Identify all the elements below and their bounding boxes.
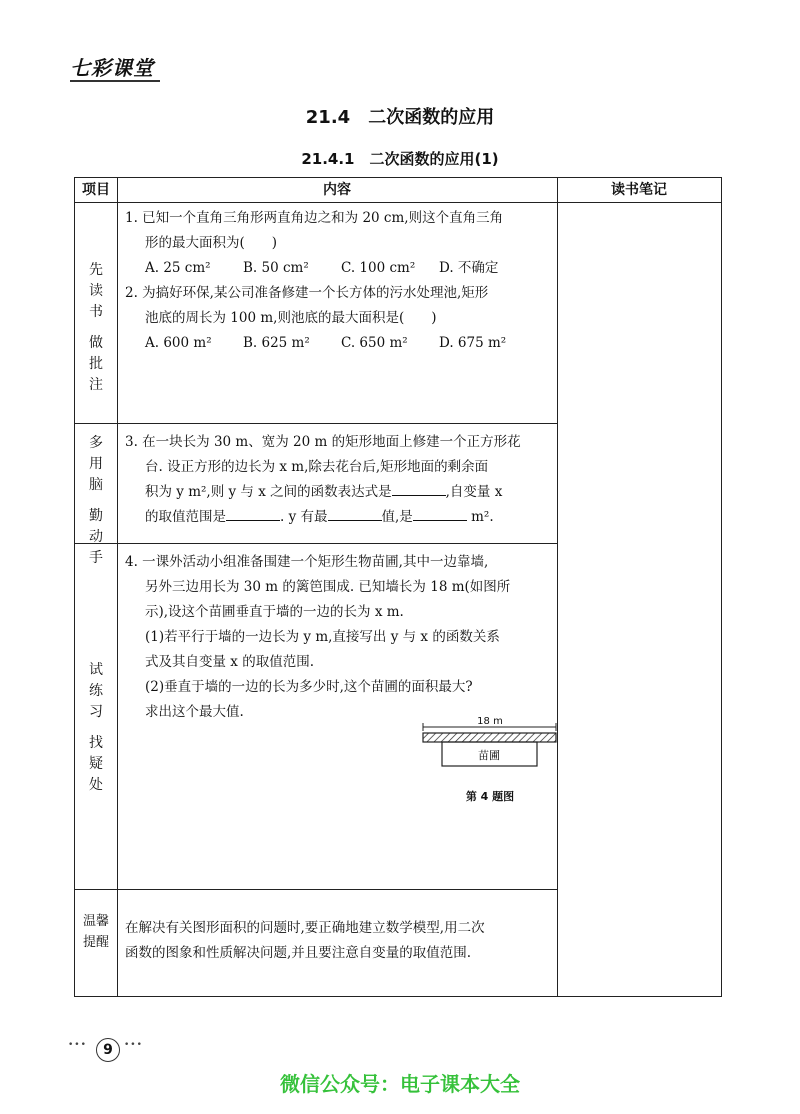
figure-caption: 第 4 题图 <box>465 790 515 803</box>
header-divider <box>75 202 721 203</box>
header-item: 项目 <box>82 182 110 198</box>
page-number-badge <box>62 1038 152 1062</box>
garden-figure <box>420 716 560 810</box>
wall <box>423 733 556 742</box>
label-section-4-line-2: 提醒 <box>82 935 109 950</box>
garden-label: 苗圃 <box>478 749 500 762</box>
label-section-1: 先 读 书 做 批 注 <box>89 262 103 393</box>
label-section-2: 多 用 脑 勤 动 手 <box>89 435 103 566</box>
section-title: 21.4 二次函数的应用 <box>305 107 495 128</box>
label-section-4 <box>75 911 117 953</box>
label-section-3: 试 练 习 找 疑 处 <box>89 662 103 793</box>
study-table <box>74 177 722 997</box>
content-section-1: 1. 已知一个直角三角形两直角边之和为 20 cm,则这个直角三角 形的最大面积为( ) A. 25 cm² B. 50 cm² C. 100 cm² D. 不确定 2. 为搞好环保,某公司准备修建一个长方体的污水处理池,矩形 池底的周长为 100 m,则池底的最大面积是( ) A. 600 m² B. 625 m² C. 650 m² D. 675 m² <box>125 206 557 356</box>
answer-blank-2 <box>226 506 280 521</box>
page-number: 9 <box>96 1038 120 1062</box>
subsection-title: 21.4.1 二次函数的应用(1) <box>301 150 499 168</box>
col-divider-1 <box>117 178 118 996</box>
answer-blank-4 <box>413 506 467 521</box>
garden-diagram <box>420 720 560 780</box>
label-section-4-line-1: 温馨 <box>82 914 109 929</box>
brand-logo <box>70 52 160 86</box>
answer-blank-1 <box>392 481 446 496</box>
options-q1: A. 25 cm² B. 50 cm² C. 100 cm² D. 不确定 <box>145 260 499 276</box>
brand-text: 七彩课堂 <box>70 56 154 80</box>
brand-underline <box>70 80 160 82</box>
pager-dots-left: ••• <box>68 1040 87 1050</box>
watermark: 微信公众号：电子课本大全 <box>280 1072 520 1096</box>
answer-blank-3 <box>328 506 382 521</box>
header-content: 内容 <box>323 182 351 198</box>
content-section-3: 4. 一课外活动小组准备围建一个矩形生物苗圃,其中一边靠墙, 另外三边用长为 30 m 的篱笆围成. 已知墙长为 18 m(如图所 示),设这个苗圃垂直于墙的一边的长为 x m. (1)若平行于墙的一边长为 y m,直接写出 y 与 x 的函数关系 式及其自变量 x 的取值范围. (2)垂直于墙的一边的长为多少时,这个苗圃的面积最大? 求出这个最大值. <box>125 554 511 720</box>
content-section-4: 在解决有关图形面积的问题时,要正确地建立数学模型,用二次 函数的图象和性质解决问题,并且要注意自变量的取值范围. <box>125 920 485 961</box>
header-notes: 读书笔记 <box>611 182 667 198</box>
row-divider-2 <box>75 543 557 544</box>
row-divider-1 <box>75 423 557 424</box>
wall-length-label: 18 m <box>477 716 503 727</box>
pager-dots-right: ••• <box>124 1040 143 1050</box>
options-q2: A. 600 m² B. 625 m² C. 650 m² D. 675 m² <box>145 335 507 351</box>
content-section-2: 3. 在一块长为 30 m、宽为 20 m 的矩形地面上修建一个正方形花 台. 设正方形的边长为 x m,除去花台后,矩形地面的剩余面 积为 y m²,则 y 与 x 之间的函数表达式是 ,自变量 x 的取值范围是 . y 有最 值,是 m². <box>125 434 521 525</box>
col-divider-2 <box>557 178 558 996</box>
row-divider-3 <box>75 889 557 890</box>
